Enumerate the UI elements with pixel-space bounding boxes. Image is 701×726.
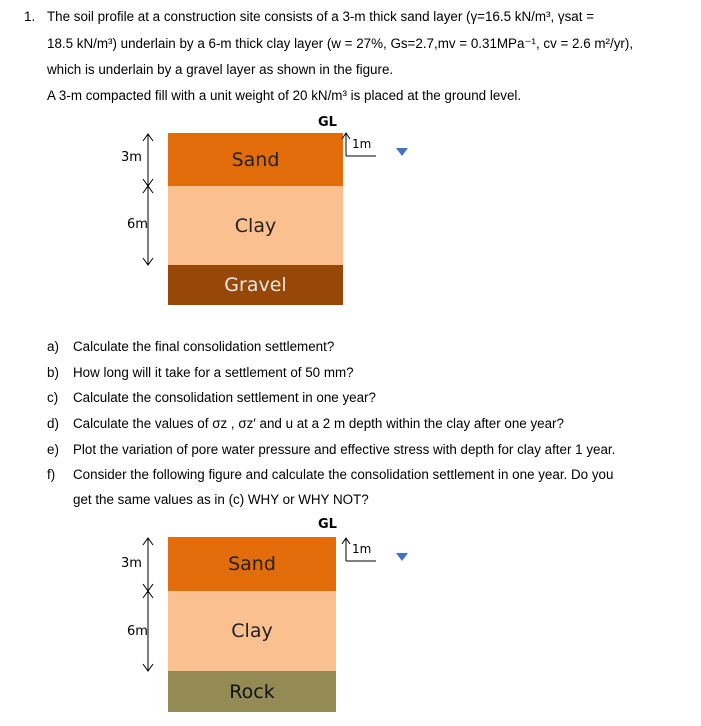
- ground-level-label: GL: [318, 517, 337, 532]
- question-text: Consider the following figure and calculate the consolidation settlement in one year. Do you: [73, 467, 614, 482]
- question-label: b): [47, 365, 59, 380]
- question-text: Calculate the consolidation settlement in one year?: [73, 390, 376, 405]
- question-label: a): [47, 339, 59, 354]
- question-label: f): [47, 467, 56, 482]
- question-label: d): [47, 416, 59, 431]
- sand-layer-label: Sand: [228, 553, 276, 575]
- sand-layer-label: Sand: [231, 148, 280, 171]
- water-table-depth-label: 1m: [352, 542, 372, 556]
- problem-number: 1.: [24, 9, 36, 24]
- problem-text-line-3: which is underlain by a gravel layer as shown in the figure.: [47, 62, 394, 77]
- question-text: Plot the variation of pore water pressure and effective stress with depth for clay after 1 year.: [73, 442, 616, 457]
- question-text: Calculate the values of σz , σz′ and u at a 2 m depth within the clay after one year?: [73, 416, 564, 431]
- clay-layer-label: Clay: [231, 620, 273, 642]
- question-text: How long will it take for a settlement of 50 mm?: [73, 365, 354, 380]
- ground-level-label: GL: [318, 115, 337, 130]
- clay-thickness-label: 6m: [127, 624, 148, 639]
- question-label: e): [47, 442, 59, 457]
- sand-thickness-label: 3m: [121, 556, 142, 571]
- problem-text-line-2: 18.5 kN/m³) underlain by a 6-m thick clay layer (w = 27%, Gs=2.7,mv = 0.31MPa⁻¹, cv = 2.6 m²/yr),: [47, 36, 634, 51]
- clay-layer-label: Clay: [234, 214, 277, 237]
- clay-thickness-label: 6m: [127, 217, 148, 232]
- problem-text-line-1: The soil profile at a construction site consists of a 3-m thick sand layer (γ=16.5 kN/m³, γsat =: [47, 9, 595, 24]
- question-text: Calculate the final consolidation settlement?: [73, 339, 335, 354]
- question-text: get the same values as in (c) WHY or WHY NOT?: [73, 492, 369, 507]
- rock-layer-label: Rock: [229, 680, 275, 703]
- water-table-depth-label: 1m: [352, 137, 372, 151]
- problem-text-line-4: A 3-m compacted fill with a unit weight of 20 kN/m³ is placed at the ground level.: [47, 88, 522, 103]
- sand-thickness-label: 3m: [121, 150, 142, 165]
- question-label: c): [47, 390, 59, 405]
- gravel-layer-label: Gravel: [224, 274, 287, 296]
